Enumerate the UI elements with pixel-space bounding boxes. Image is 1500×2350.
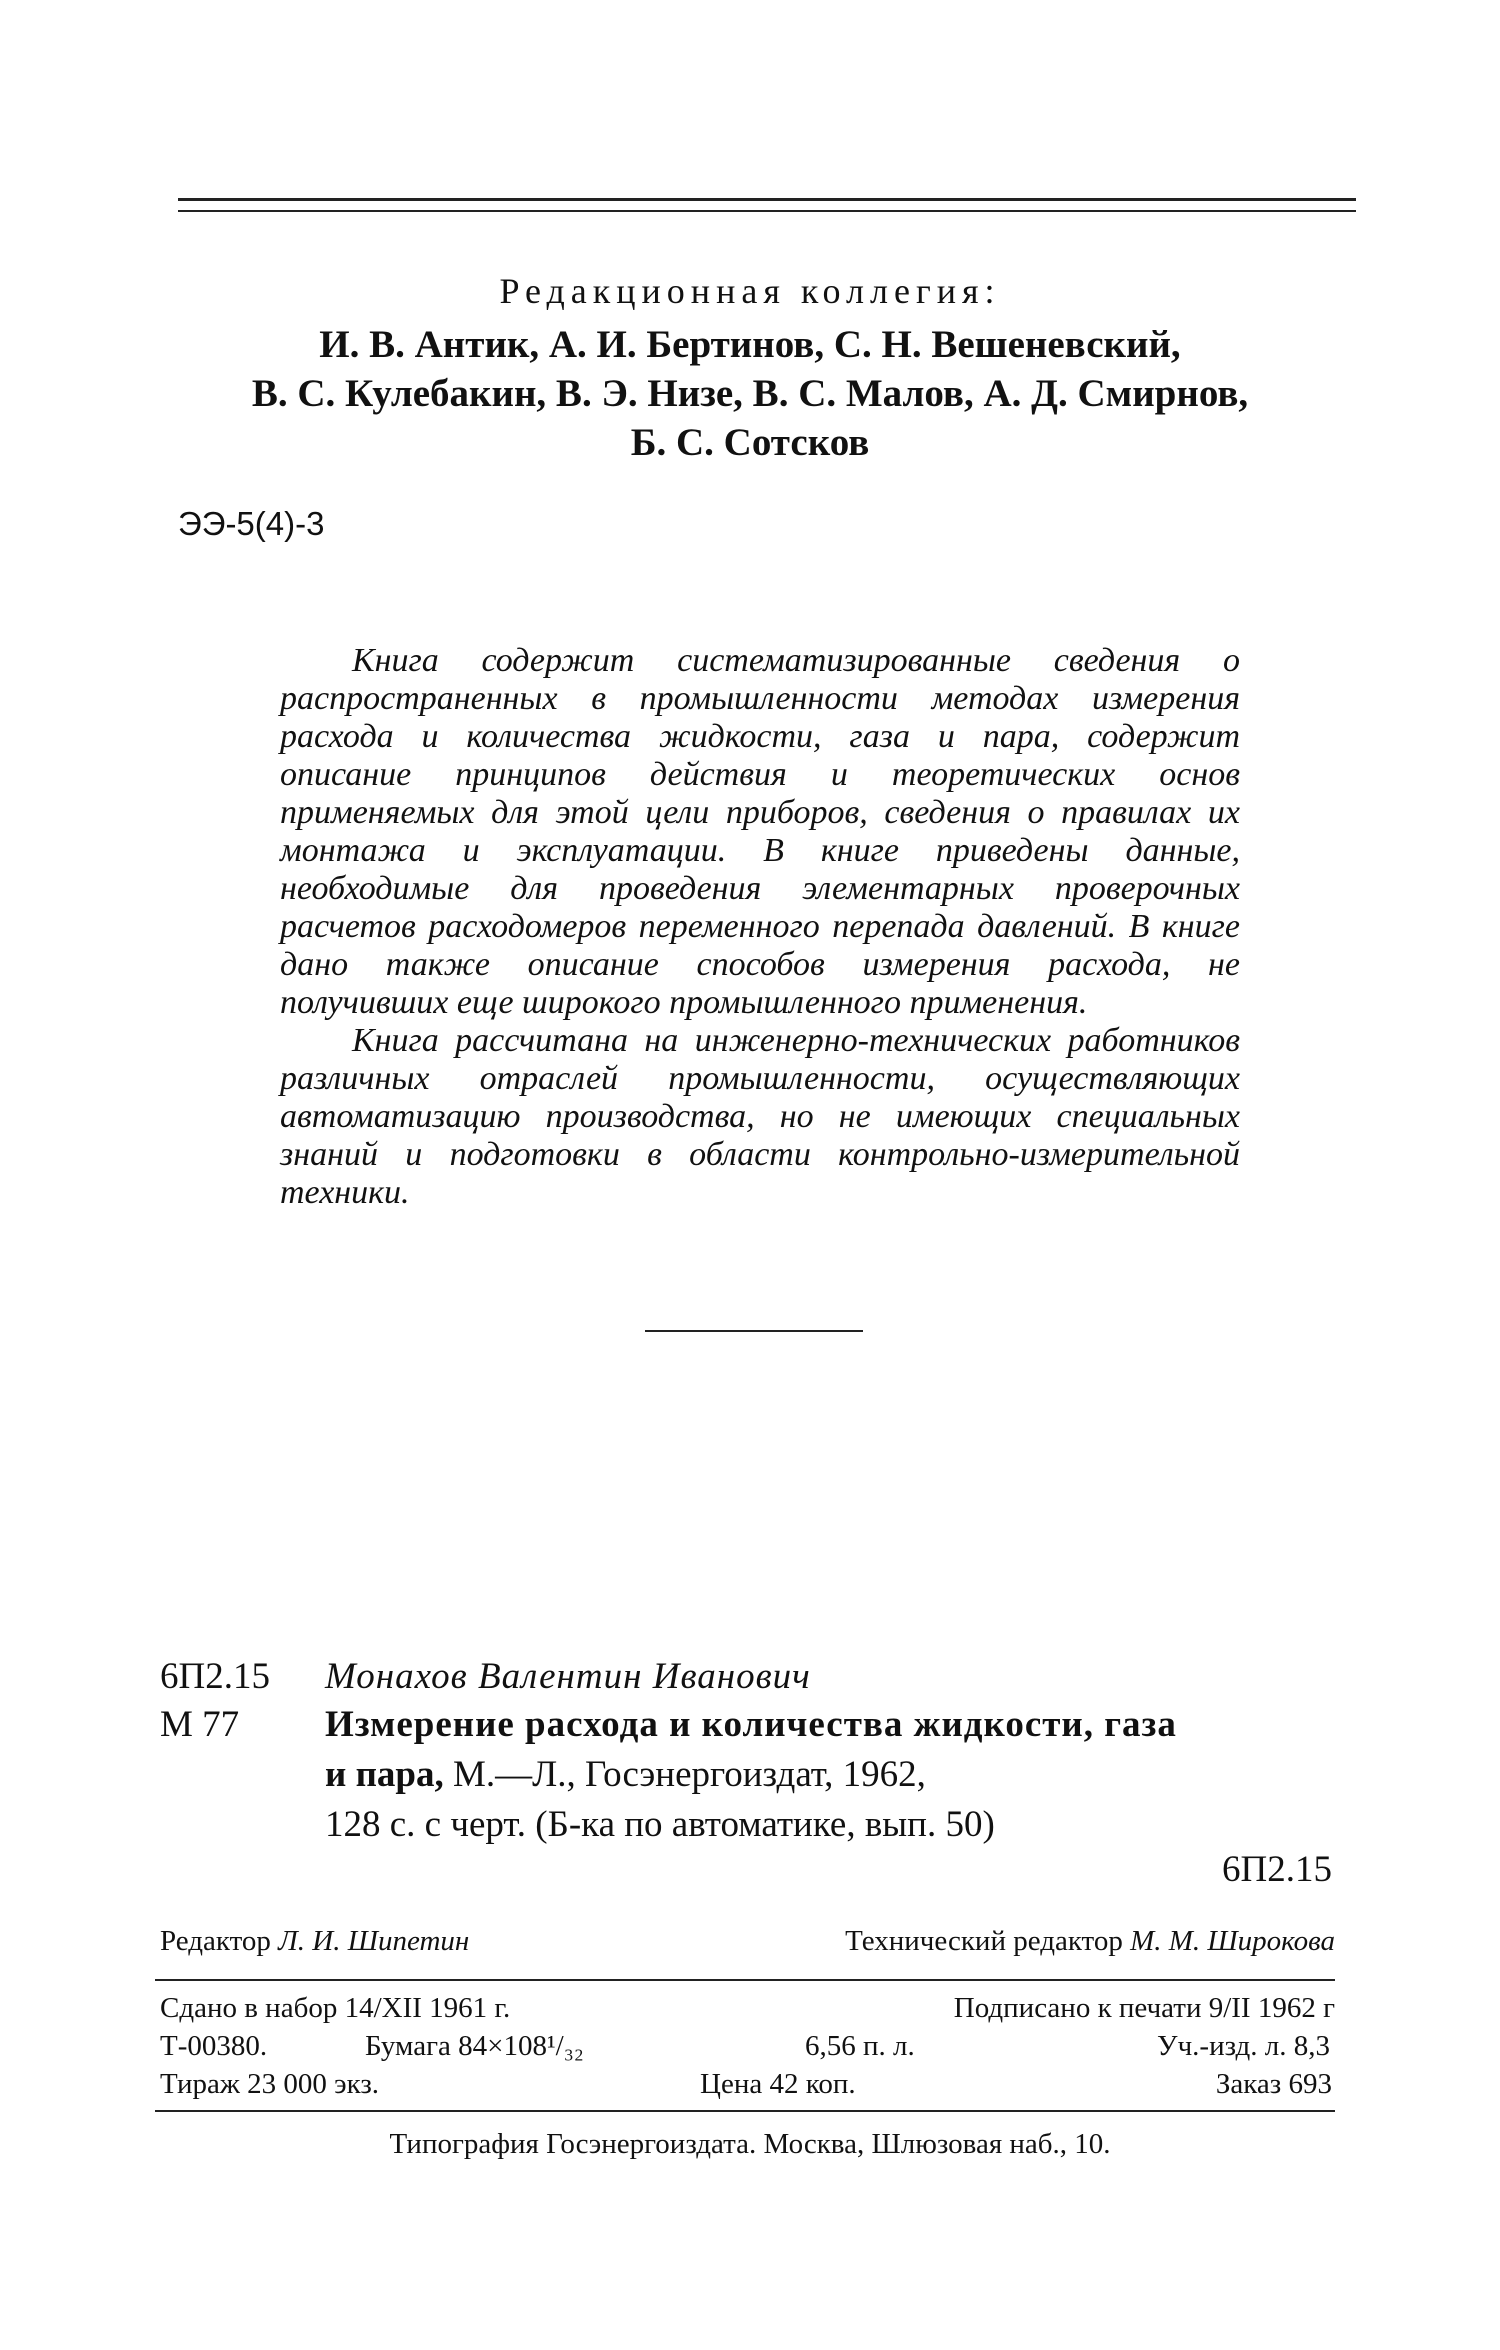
tech-editor-name: М. М. Широкова [1130,1925,1335,1957]
editorial-board-line-3: Б. С. Сотсков [630,421,870,464]
printed-sheets: 6,56 п. л. [805,2030,915,2062]
imprint-rule-top [155,1979,1335,1981]
abstract-paragraph-1: Книга содержит систематизированные сведения о распространенных в промышленности методах измерения расхода и количества жидкости, газа и пара, содержит описание принципов действия и теоретических основ применяемых для этой цели приборов, сведения о правилах их монтажа и эксплуатации. В книге приведены данные, необходимые для проведения элементарных проверочных расчетов расходомеров переменного перепада давлений. В книге дано также описание способов измерения расхода, не получивших еще широкого промышленного применения. [280,642,1240,1021]
book-title-line-1: Измерение расхода и количества жидкости, газа [325,1704,1177,1745]
udc-index-bottom: 6П2.15 [1222,1849,1332,1890]
imprint-rule-bottom [155,2110,1335,2112]
top-rule-upper [178,198,1356,201]
classification-code: ЭЭ-5(4)-3 [178,505,325,542]
book-description: 128 с. с черт. (Б-ка по автоматике, вып. 50) [325,1804,995,1845]
abstract [280,642,1240,1212]
book-title-line-2-bold: и пара, [325,1754,444,1795]
editor-credit [160,1925,469,1958]
editorial-board-label: Редакционная коллегия: [499,271,1001,311]
separator-rule [645,1330,863,1332]
editorial-board-names [150,320,1350,467]
catalog-author: Монахов Валентин Иванович [325,1656,811,1697]
author-mark: М 77 [160,1704,240,1745]
print-run: Тираж 23 000 экз. [160,2068,380,2100]
editor-label: Редактор [160,1925,271,1957]
tech-editor-credit [845,1925,1335,1958]
paper-format: Бумага 84×108¹/₃₂ [365,2030,584,2062]
permit-number: Т-00380. [160,2030,268,2062]
editorial-board-line-2: В. С. Кулебакин, В. Э. Низе, В. С. Малов, А. Д. Смирнов, [251,372,1249,415]
tech-editor-label: Технический редактор [845,1925,1123,1957]
imprint-publisher-year: М.—Л., Госэнергоиздат, 1962, [452,1754,926,1795]
price: Цена 42 коп. [700,2068,856,2100]
editorial-board-line-1: И. В. Антик, А. И. Бертинов, С. Н. Вешеневский, [319,323,1181,366]
abstract-paragraph-2: Книга рассчитана на инженерно-технических работников различных отраслей промышленности, осуществляющих автоматизацию производства, но не имеющих специальных знаний и подготовки в области контрольно-измерительной техники. [280,1022,1240,1211]
top-rule-lower [178,210,1356,212]
signed-date: Подписано к печати 9/II 1962 г [953,1992,1335,2024]
printer-line: Типография Госэнергоиздата. Москва, Шлюзовая наб., 10. [389,2128,1111,2160]
editor-name: Л. И. Шипетин [278,1925,470,1957]
order-number: Заказ 693 [1215,2068,1332,2100]
udc-index: 6П2.15 [160,1656,270,1697]
submitted-date: Сдано в набор 14/XII 1961 г. [160,1992,511,2024]
publisher-sheets: Уч.-изд. л. 8,3 [1157,2030,1330,2062]
book-title-line-2 [325,1753,926,1796]
